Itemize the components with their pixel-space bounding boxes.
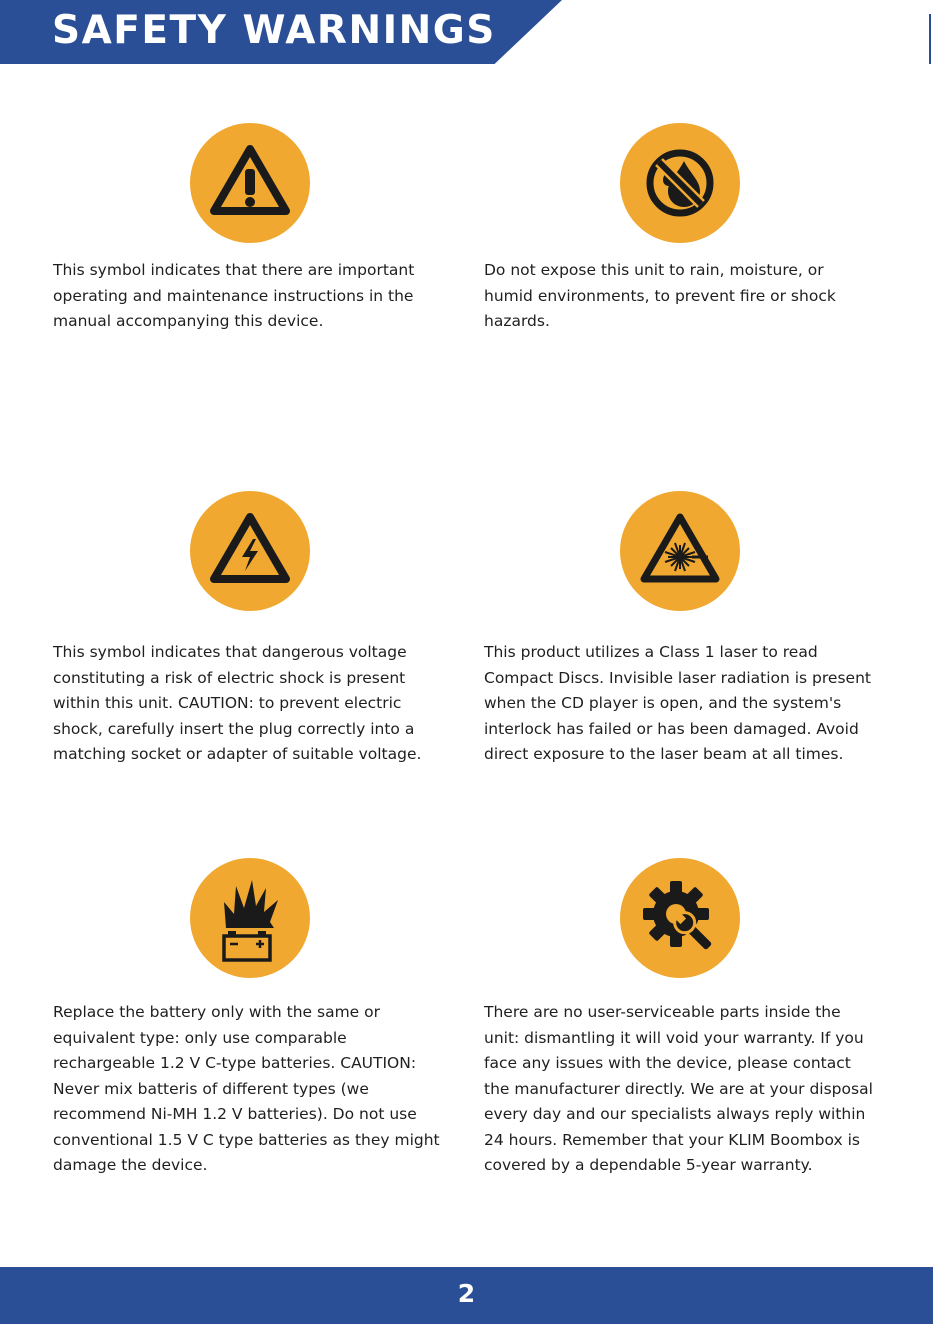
warning-text: Replace the battery only with the same or equivalent type: only use comparable rechargeable 1.2 V C-type batteries. CAUTION: Never mix batteris of different types (we recommend Ni-MH 1.2 V batteries). Do not use conventional 1.5 V C type batteries as they might damage the device. xyxy=(53,1003,440,1174)
warning-text: This product utilizes a Class 1 laser to read Compact Discs. Invisible laser radiation is present when the CD player is open, and the system's interlock has failed or has been damaged. Avoid direct exposure to the laser beam at all times. xyxy=(484,643,871,763)
warning-text: This symbol indicates that dangerous voltage constituting a risk of electric shock is present within this unit. CAUTION: to prevent electric shock, carefully insert the plug correctly into a matching socket or adapter of suitable voltage. xyxy=(53,643,422,763)
warning-text: There are no user-serviceable parts inside the unit: dismantling it will void your warranty. If you face any issues with the device, please contact the manufacturer directly. We are at your disposal every day and our specialists always reply within 24 hours. Remember that your KLIM Boombox is covered by a dependable 5-year warranty. xyxy=(484,1003,873,1174)
warning-text: Do not expose this unit to rain, moisture, or humid environments, to prevent fire or shock hazards. xyxy=(484,261,836,330)
warning-text: This symbol indicates that there are important operating and maintenance instructions in the manual accompanying this device. xyxy=(53,261,415,330)
no-water-icon xyxy=(620,123,740,243)
battery-explosion-icon xyxy=(190,858,310,978)
page-title: SAFETY WARNINGS xyxy=(52,8,496,53)
edge-line xyxy=(929,14,931,64)
gear-wrench-icon xyxy=(620,858,740,978)
exclamation-triangle-icon xyxy=(190,123,310,243)
high-voltage-icon xyxy=(190,491,310,611)
page-number: 2 xyxy=(457,1279,476,1308)
laser-warning-icon xyxy=(620,491,740,611)
